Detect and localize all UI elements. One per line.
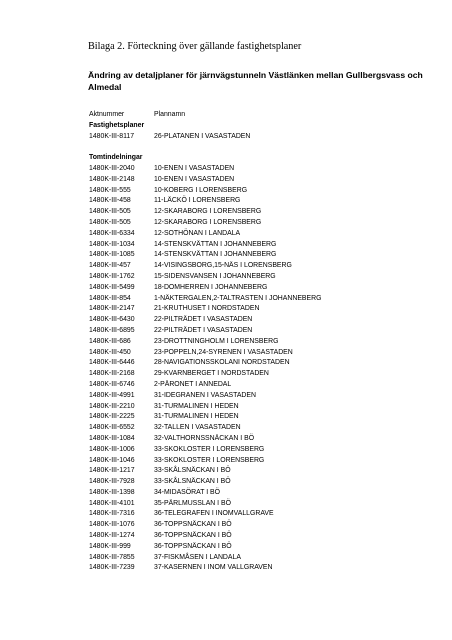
aktnummer-cell: 1480K-III-2040 bbox=[89, 164, 135, 172]
table-row bbox=[88, 509, 428, 520]
aktnummer-cell: 1480K-III-999 bbox=[89, 542, 131, 550]
table-row bbox=[88, 337, 428, 348]
plannamn-cell: 31-TURMALINEN I HEDEN bbox=[154, 413, 239, 421]
plannamn-cell: 36-TELEGRAFEN I INOMVALLGRAVE bbox=[154, 510, 274, 518]
aktnummer-cell: 1480K-III-686 bbox=[89, 337, 131, 345]
aktnummer-cell: 1480K-III-6430 bbox=[89, 316, 135, 324]
table-row bbox=[88, 175, 428, 186]
table-row bbox=[88, 488, 428, 499]
table-row bbox=[88, 402, 428, 413]
spacer bbox=[88, 142, 428, 153]
plannamn-cell: 32-VALTHORNSSNÄCKAN I BÖ bbox=[154, 434, 255, 442]
aktnummer-cell: 1480K-III-555 bbox=[89, 186, 131, 194]
plannamn-cell: 23-DROTTNINGHOLM I LORENSBERG bbox=[154, 337, 279, 345]
aktnummer-cell: 1480K-III-854 bbox=[89, 294, 131, 302]
plannamn-cell: 33-SKÅLSNÄCKAN I BÖ bbox=[154, 467, 231, 475]
aktnummer-cell: 1480K-III-6895 bbox=[89, 326, 135, 334]
fastighetsplaner-heading: Fastighetsplaner bbox=[89, 121, 145, 129]
table-row bbox=[88, 520, 428, 531]
plannamn-cell: 14-VISINGSBORG,15-NÄS I LORENSBERG bbox=[154, 262, 292, 270]
aktnummer-cell: 1480K-III-1398 bbox=[89, 488, 135, 496]
table-row bbox=[88, 499, 428, 510]
table-row bbox=[88, 132, 428, 143]
aktnummer-cell: 1480K-III-1274 bbox=[89, 532, 135, 540]
aktnummer-cell: 1480K-III-1762 bbox=[89, 272, 135, 280]
aktnummer-cell: 1480K-III-4991 bbox=[89, 391, 135, 399]
plannamn-cell: 36-TOPPSNÄCKAN I BÖ bbox=[154, 532, 232, 540]
aktnummer-cell: 1480K-III-1006 bbox=[89, 445, 135, 453]
plannamn-cell: 34-MIDASÖRAT I BÖ bbox=[154, 488, 220, 496]
plannamn-cell: 35-PÄRLMUSSLAN I BÖ bbox=[154, 499, 231, 507]
plannamn-cell: 14-STENSKVÄTTAN I JOHANNEBERG bbox=[154, 240, 277, 248]
tomtindelningar-list bbox=[88, 164, 428, 574]
aktnummer-cell: 1480K-III-7239 bbox=[89, 564, 135, 572]
table-row bbox=[88, 477, 428, 488]
table-row bbox=[88, 304, 428, 315]
aktnummer-cell: 1480K-III-1076 bbox=[89, 521, 135, 529]
plannamn-cell: 37-FISKMÅSEN I LANDALA bbox=[154, 553, 241, 561]
table-row bbox=[88, 272, 428, 283]
table-row bbox=[88, 531, 428, 542]
table-row bbox=[88, 229, 428, 240]
table-row bbox=[88, 164, 428, 175]
plannamn-cell: 21-KRUTHUSET I NORDSTADEN bbox=[154, 305, 260, 313]
aktnummer-cell: 1480K-III-7855 bbox=[89, 553, 135, 561]
plannamn-cell: 10-ENEN I VASASTADEN bbox=[154, 175, 235, 183]
aktnummer-cell: 1480K-III-1217 bbox=[89, 467, 135, 475]
aktnummer-cell: 1480K-III-6552 bbox=[89, 424, 135, 432]
table-row bbox=[88, 261, 428, 272]
aktnummer-cell: 1480K-III-450 bbox=[89, 348, 131, 356]
table-row bbox=[88, 423, 428, 434]
table-row bbox=[88, 445, 428, 456]
aktnummer-cell: 1480K-III-2225 bbox=[89, 413, 135, 421]
plannamn-cell: 33-SKOKLOSTER I LORENSBERG bbox=[154, 456, 265, 464]
table-row bbox=[88, 283, 428, 294]
plannamn-cell: 10-ENEN I VASASTADEN bbox=[154, 164, 235, 172]
plannamn-cell: 23-POPPELN,24-SYRENEN I VASASTADEN bbox=[154, 348, 293, 356]
table-row bbox=[88, 466, 428, 477]
fastighetsplaner-list bbox=[88, 132, 428, 143]
table-row bbox=[88, 294, 428, 305]
table-row bbox=[88, 434, 428, 445]
plannamn-cell: 37-KASERNEN I INOM VALLGRAVEN bbox=[154, 564, 273, 572]
table-row bbox=[88, 218, 428, 229]
aktnummer-cell: 1480K-III-505 bbox=[89, 218, 131, 226]
table-row bbox=[88, 315, 428, 326]
table-row bbox=[88, 240, 428, 251]
aktnummer-cell: 1480K-III-7316 bbox=[89, 510, 135, 518]
tomtindelningar-heading: Tomtindelningar bbox=[89, 154, 143, 162]
aktnummer-cell: 1480K-III-6334 bbox=[89, 229, 135, 237]
plannamn-cell: 12-SKARABORG I LORENSBERG bbox=[154, 218, 262, 226]
plannamn-cell: 32-TALLEN I VASASTADEN bbox=[154, 424, 241, 432]
table-row bbox=[88, 380, 428, 391]
plannamn-cell: 2-PÄRONET I ANNEDAL bbox=[154, 380, 232, 388]
column-header-aktnummer: Aktnummer bbox=[89, 111, 125, 118]
aktnummer-cell: 1480K-III-505 bbox=[89, 208, 131, 216]
aktnummer-cell: 1480K-III-6746 bbox=[89, 380, 135, 388]
table-row bbox=[88, 207, 428, 218]
plan-table bbox=[88, 110, 428, 574]
aktnummer-cell: 1480K-III-4101 bbox=[89, 499, 135, 507]
aktnummer-cell: 1480K-III-1034 bbox=[89, 240, 135, 248]
table-row bbox=[88, 348, 428, 359]
plannamn-cell: 12-SOTHÖNAN I LANDALA bbox=[154, 229, 241, 237]
plannamn-cell: 11-LÄCKÖ I LORENSBERG bbox=[154, 197, 241, 205]
table-row bbox=[88, 542, 428, 553]
table-row bbox=[88, 563, 428, 574]
table-header bbox=[88, 110, 428, 121]
aktnummer-cell: 1480K-III-1084 bbox=[89, 434, 135, 442]
aktnummer-cell: 1480K-III-6446 bbox=[89, 359, 135, 367]
plannamn-cell: 36-TOPPSNÄCKAN I BÖ bbox=[154, 542, 232, 550]
plannamn-cell: 10-KOBERG I LORENSBERG bbox=[154, 186, 248, 194]
table-row bbox=[88, 186, 428, 197]
plannamn-cell: 31-TURMALINEN I HEDEN bbox=[154, 402, 239, 410]
table-row bbox=[88, 358, 428, 369]
section-heading: Ändring av detaljplaner för järnvägstunneln Västlänken mellan Gullbergsvass och Almedal bbox=[88, 70, 423, 92]
plannamn-cell: 15-SIDENSVANSEN I JOHANNEBERG bbox=[154, 272, 276, 280]
plannamn-cell: 26-PLATANEN I VASASTADEN bbox=[154, 132, 251, 140]
document-title: Bilaga 2. Förteckning över gällande fastighetsplaner bbox=[88, 41, 302, 52]
aktnummer-cell: 1480K-III-2147 bbox=[89, 305, 135, 313]
table-row bbox=[88, 369, 428, 380]
table-row bbox=[88, 456, 428, 467]
plannamn-cell: 28-NAVIGATIONSSKOLANI NORDSTADEN bbox=[154, 359, 290, 367]
aktnummer-cell: 1480K-III-1046 bbox=[89, 456, 135, 464]
plannamn-cell: 22-PILTRÄDET I VASASTADEN bbox=[154, 326, 253, 334]
table-row bbox=[88, 250, 428, 261]
table-row bbox=[88, 412, 428, 423]
plannamn-cell: 18-DOMHERREN I JOHANNEBERG bbox=[154, 283, 268, 291]
plannamn-cell: 31-IDEGRANEN I VASASTADEN bbox=[154, 391, 256, 399]
plannamn-cell: 29-KVARNBERGET I NORDSTADEN bbox=[154, 370, 269, 378]
aktnummer-cell: 1480K-III-5499 bbox=[89, 283, 135, 291]
aktnummer-cell: 1480K-III-457 bbox=[89, 262, 131, 270]
plannamn-cell: 33-SKÅLSNÄCKAN I BÖ bbox=[154, 478, 231, 486]
table-row bbox=[88, 326, 428, 337]
aktnummer-cell: 1480K-III-2148 bbox=[89, 175, 135, 183]
table-row bbox=[88, 391, 428, 402]
plannamn-cell: 1-NÄKTERGALEN,2-TALTRASTEN I JOHANNEBERG bbox=[154, 294, 322, 302]
aktnummer-cell: 1480K-III-1085 bbox=[89, 251, 135, 259]
aktnummer-cell: 1480K-III-8117 bbox=[89, 132, 135, 140]
plannamn-cell: 14-STENSKVÄTTAN I JOHANNEBERG bbox=[154, 251, 277, 259]
aktnummer-cell: 1480K-III-2210 bbox=[89, 402, 135, 410]
table-row bbox=[88, 196, 428, 207]
aktnummer-cell: 1480K-III-7928 bbox=[89, 478, 135, 486]
plannamn-cell: 33-SKOKLOSTER I LORENSBERG bbox=[154, 445, 265, 453]
aktnummer-cell: 1480K-III-458 bbox=[89, 197, 131, 205]
table-row bbox=[88, 553, 428, 564]
column-header-plannamn: Plannamn bbox=[154, 111, 186, 118]
plannamn-cell: 12-SKARABORG I LORENSBERG bbox=[154, 208, 262, 216]
plannamn-cell: 22-PILTRÄDET I VASASTADEN bbox=[154, 316, 253, 324]
plannamn-cell: 36-TOPPSNÄCKAN I BÖ bbox=[154, 521, 232, 529]
aktnummer-cell: 1480K-III-2168 bbox=[89, 370, 135, 378]
